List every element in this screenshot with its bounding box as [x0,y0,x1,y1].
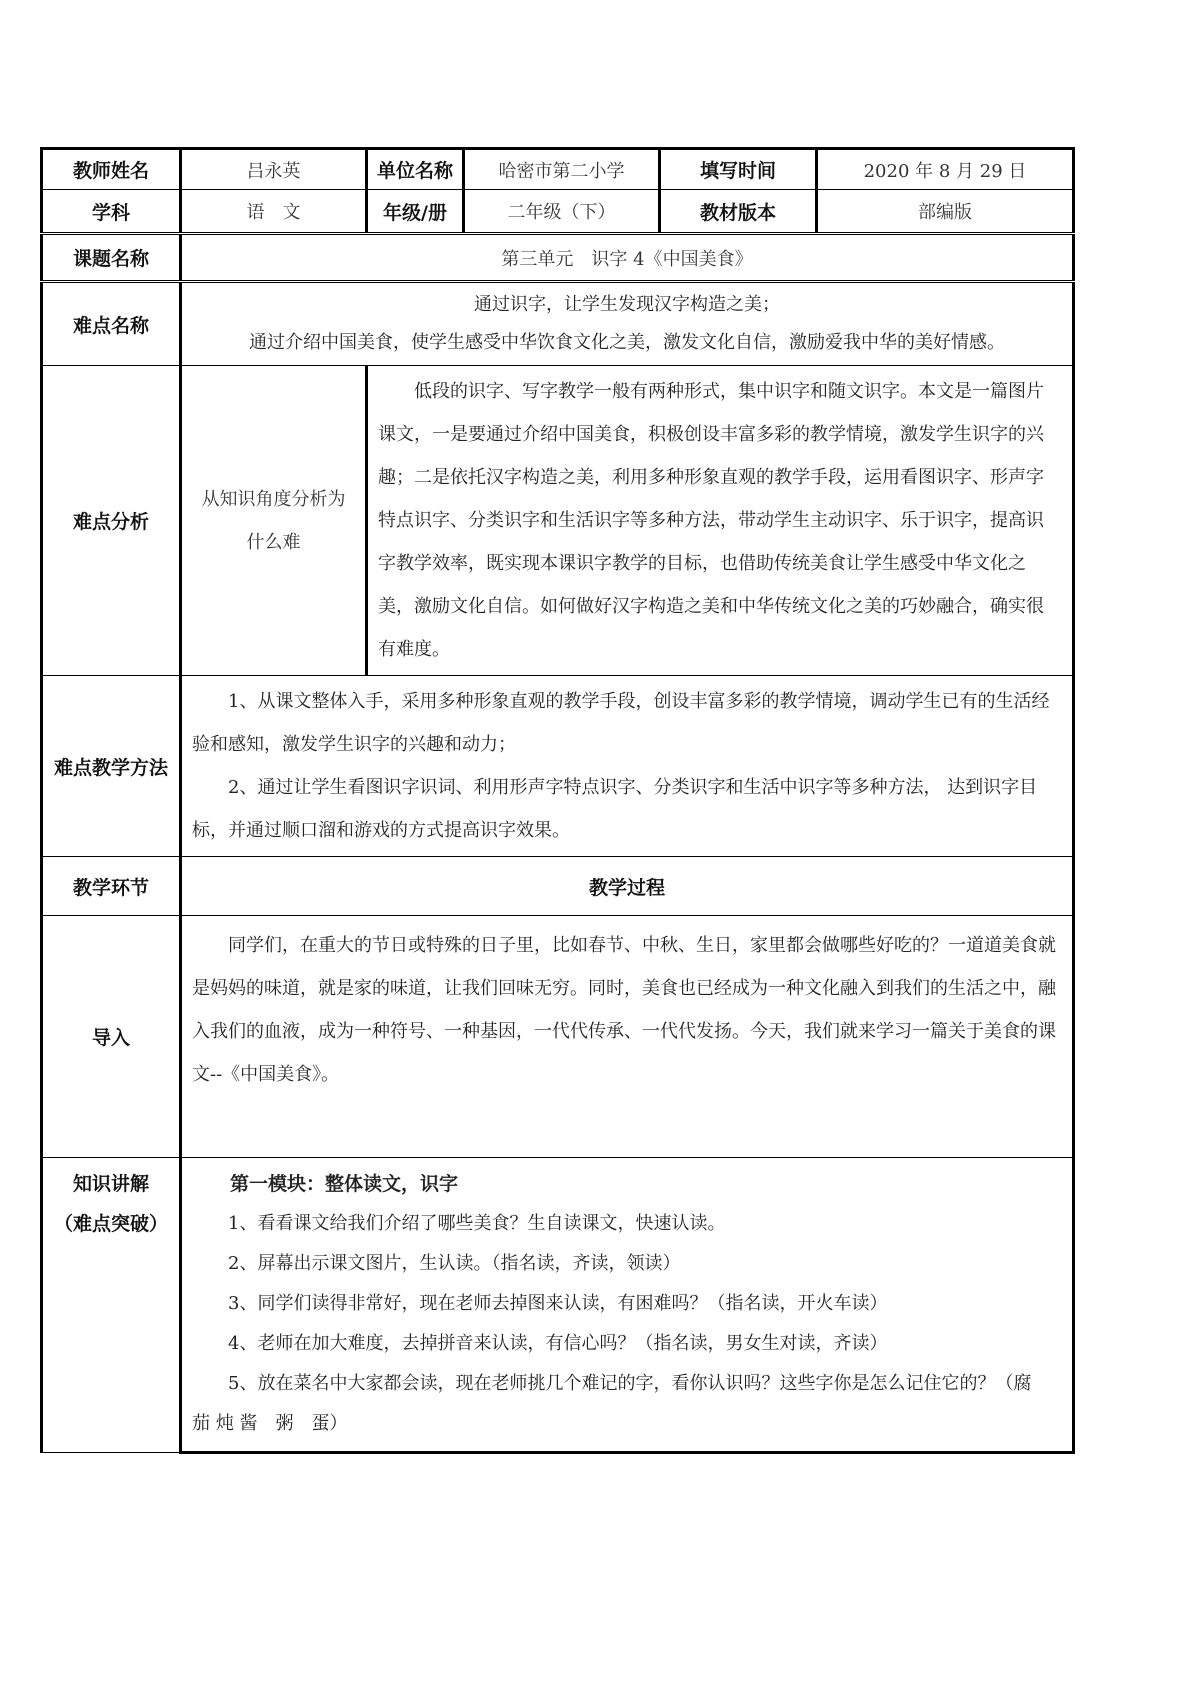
knowledge-item-5: 5、放在菜名中大家都会读，现在老师挑几个难记的字，看你认识吗？这些字你是怎么记住它的？（腐 茄 炖 酱 粥 蛋） [192,1373,1050,1434]
analysis-sublabel: 从知识角度分析为什么难 [181,366,367,676]
process-header-label: 教学环节 [42,857,181,916]
knowledge-label-line-2: （难点突破） [53,1213,168,1235]
method-label: 难点教学方法 [42,676,181,857]
unit-value: 哈密市第二小学 [464,149,660,190]
analysis-text: 低段的识字、写字教学一般有两种形式，集中识字和随文识字。本文是一篇图片课文，一是要通过介绍中国美食，积极创设丰富多彩的教学情境，激发学生识字的兴趣；二是依托汉字构造之美，利用多种形象直观的教学手段，运用看图识字、形声字特点识字、分类识字和生活识字等多种方法，带动学生主动识字、乐于识字，提高识字教学效率，既实现本课识字教学的目标，也借助传统美食让学生感受中华文化之美，激励文化自信。如何做好汉字构造之美和中华传统文化之美的巧妙融合，确实很有难度。 [367,366,1074,676]
intro-label: 导入 [42,916,181,1158]
knowledge-label-line-1: 知识讲解 [72,1173,149,1195]
knowledge-label [42,1158,181,1453]
textbook-label: 教材版本 [660,190,817,234]
difficulty-label: 难点名称 [42,282,181,366]
date-value: 2020 年 8 月 29 日 [817,149,1074,190]
knowledge-item-2: 2、屏幕出示课文图片，生认读。（指名读，齐读，领读） [228,1253,681,1274]
grade-label: 年级/册 [367,190,464,234]
method-item-1: 1、从课文整体入手，采用多种形象直观的教学手段，创设丰富多彩的教学情境，调动学生已有的生活经验和感知，激发学生识字的兴趣和动力； [192,691,1050,755]
method-item-2: 2、通过让学生看图识字识词、利用形声字特点识字、分类识字和生活中识字等多种方法， 达到识字目标，并通过顺口溜和游戏的方式提高识字效果。 [192,777,1038,841]
lesson-plan-table [40,147,1072,1454]
teacher-label: 教师姓名 [42,149,181,190]
knowledge-item-3: 3、同学们读得非常好，现在老师去掉图来认读，有困难吗？（指名读，开火车读） [228,1293,888,1314]
method-content [181,676,1074,857]
module-title: 第一模块：整体读文，识字 [230,1173,459,1195]
date-label: 填写时间 [660,149,817,190]
knowledge-item-4: 4、老师在加大难度，去掉拼音来认读，有信心吗？（指名读，男女生对读，齐读） [228,1333,888,1354]
knowledge-content [181,1158,1074,1453]
intro-text: 同学们，在重大的节日或特殊的日子里，比如春节、中秋、生日，家里都会做哪些好吃的？一道道美食就是妈妈的味道，就是家的味道，让我们回味无穷。同时，美食也已经成为一种文化融入到我们的生活之中，融入我们的血液，成为一种符号、一种基因，一代代传承、一代代发扬。今天，我们就来学习一篇关于美食的课文--《中国美食》。 [181,916,1074,1158]
process-header-value: 教学过程 [181,857,1074,916]
knowledge-item-1: 1、看看课文给我们介绍了哪些美食？生自读课文，快速认读。 [228,1213,726,1234]
difficulty-line-2: 通过介绍中国美食，使学生感受中华饮食文化之美，激发文化自信，激励爱我中华的美好情感。 [249,332,1005,353]
grade-value: 二年级（下） [464,190,660,234]
subject-label: 学科 [42,190,181,234]
unit-label: 单位名称 [367,149,464,190]
textbook-value: 部编版 [817,190,1074,234]
topic-value: 第三单元 识字 4《中国美食》 [181,234,1074,282]
analysis-label: 难点分析 [42,366,181,676]
difficulty-line-1: 通过识字，让学生发现汉字构造之美； [474,294,780,315]
topic-label: 课题名称 [42,234,181,282]
teacher-value: 吕永英 [181,149,367,190]
subject-value: 语 文 [181,190,367,234]
difficulty-content [181,282,1074,366]
